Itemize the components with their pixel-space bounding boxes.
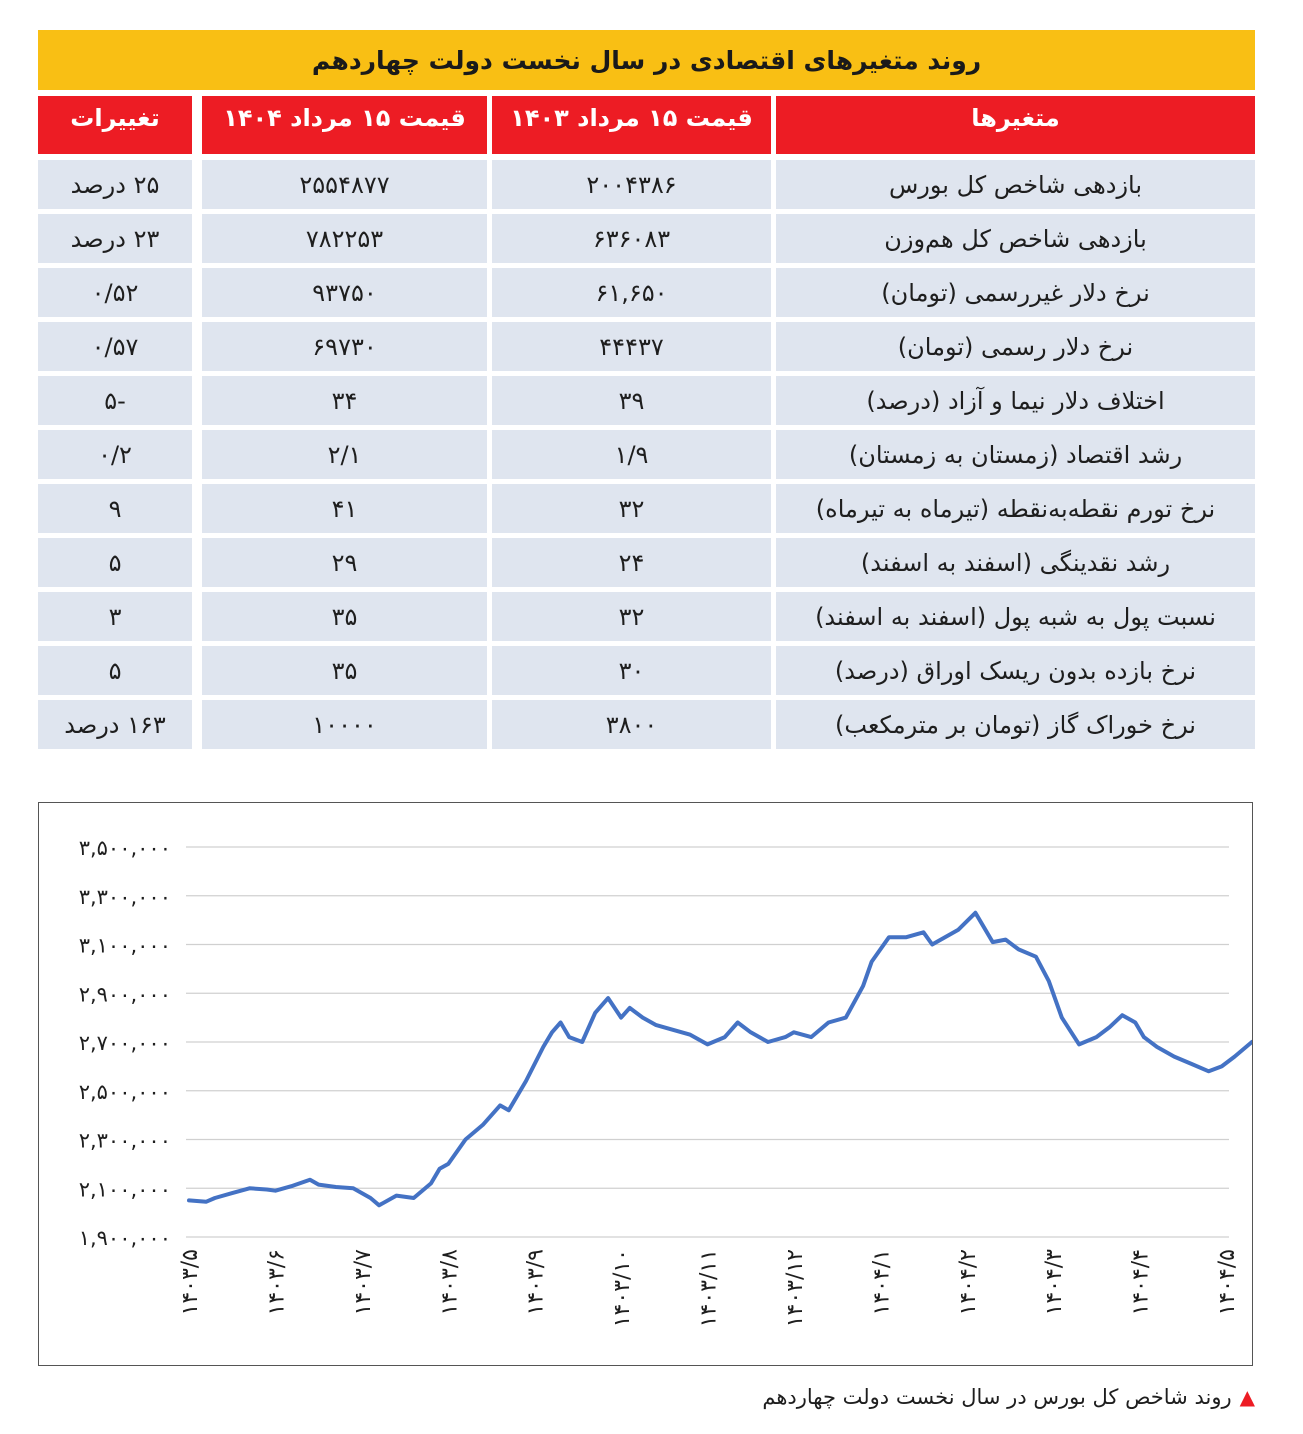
cell-price-1403: ۳۲ bbox=[492, 592, 771, 641]
cell-price-1404: ۱۰۰۰۰ bbox=[202, 700, 487, 749]
cell-price-1404: ۶۹۷۳۰ bbox=[202, 322, 487, 371]
cell-variable: اختلاف دلار نیما و آزاد (درصد) bbox=[776, 376, 1255, 425]
cell-variable: نرخ دلار رسمی (تومان) bbox=[776, 322, 1255, 371]
x-tick-label: ۱۴۰۴/۵ bbox=[1215, 1249, 1240, 1316]
caption-text: روند شاخص کل بورس در سال نخست دولت چهاردهم bbox=[762, 1385, 1232, 1409]
table-row bbox=[38, 430, 1255, 479]
table-row bbox=[38, 592, 1255, 641]
table-body bbox=[38, 160, 1255, 749]
cell-variable: نرخ تورم نقطه‌به‌نقطه (تیرماه به تیرماه) bbox=[776, 484, 1255, 533]
x-tick-label: ۱۴۰۴/۳ bbox=[1042, 1249, 1068, 1316]
cell-price-1403: ۶۳۶۰۸۳ bbox=[492, 214, 771, 263]
cell-price-1404: ۲۵۵۴۸۷۷ bbox=[202, 160, 487, 209]
cell-change: -۵ bbox=[38, 376, 192, 425]
x-tick-label: ۱۴۰۳/۵ bbox=[178, 1249, 203, 1316]
cell-price-1403: ۴۴۴۳۷ bbox=[492, 322, 771, 371]
y-tick-label: ۳,۱۰۰,۰۰۰ bbox=[78, 933, 171, 958]
cell-price-1403: ۲۰۰۴۳۸۶ bbox=[492, 160, 771, 209]
cell-variable: نرخ دلار غیررسمی (تومان) bbox=[776, 268, 1255, 317]
cell-change: ۰/۲ bbox=[38, 430, 192, 479]
x-tick-label: ۱۴۰۳/۸ bbox=[437, 1249, 463, 1316]
cell-price-1404: ۳۴ bbox=[202, 376, 487, 425]
series-line bbox=[189, 913, 1252, 1206]
line-chart bbox=[39, 803, 1252, 1365]
table-row bbox=[38, 538, 1255, 587]
cell-variable: نرخ خوراک گاز (تومان بر مترمکعب) bbox=[776, 700, 1255, 749]
y-tick-label: ۲,۱۰۰,۰۰۰ bbox=[78, 1177, 171, 1202]
cell-change: ۵ bbox=[38, 538, 192, 587]
table-row bbox=[38, 700, 1255, 749]
cell-change: ۰/۵۲ bbox=[38, 268, 192, 317]
x-tick-label: ۱۴۰۳/۱۰ bbox=[610, 1249, 636, 1328]
cell-change: ۳ bbox=[38, 592, 192, 641]
cell-variable: نرخ بازده بدون ریسک اوراق (درصد) bbox=[776, 646, 1255, 695]
x-tick-label: ۱۴۰۴/۴ bbox=[1128, 1249, 1154, 1316]
cell-change: ۹ bbox=[38, 484, 192, 533]
table-row bbox=[38, 214, 1255, 263]
table-row bbox=[38, 376, 1255, 425]
x-tick-label: ۱۴۰۳/۷ bbox=[350, 1249, 376, 1316]
cell-variable: بازدهی شاخص کل هم‌وزن bbox=[776, 214, 1255, 263]
table-row bbox=[38, 322, 1255, 371]
x-tick-label: ۱۴۰۴/۲ bbox=[955, 1249, 981, 1316]
table-row bbox=[38, 268, 1255, 317]
table-row bbox=[38, 160, 1255, 209]
cell-change: ۲۳ درصد bbox=[38, 214, 192, 263]
cell-change: ۱۶۳ درصد bbox=[38, 700, 192, 749]
chart-container bbox=[38, 802, 1253, 1366]
cell-variable: بازدهی شاخص کل بورس bbox=[776, 160, 1255, 209]
y-tick-label: ۲,۵۰۰,۰۰۰ bbox=[78, 1079, 171, 1104]
y-tick-label: ۳,۳۰۰,۰۰۰ bbox=[78, 884, 171, 909]
cell-price-1403: ۳۰ bbox=[492, 646, 771, 695]
header-changes: تغییرات bbox=[38, 96, 192, 154]
cell-price-1403: ۳۸۰۰ bbox=[492, 700, 771, 749]
triangle-icon: ▲ bbox=[1239, 1385, 1255, 1409]
data-table bbox=[38, 96, 1255, 754]
cell-price-1404: ۷۸۲۲۵۳ bbox=[202, 214, 487, 263]
header-variables: متغیرها bbox=[776, 96, 1255, 154]
header-price-1403: قیمت ۱۵ مرداد ۱۴۰۳ bbox=[492, 96, 771, 154]
x-tick-label: ۱۴۰۳/۱۲ bbox=[782, 1249, 808, 1328]
x-tick-label: ۱۴۰۳/۱۱ bbox=[696, 1249, 722, 1328]
cell-change: ۵ bbox=[38, 646, 192, 695]
cell-variable: نسبت پول به شبه پول (اسفند به اسفند) bbox=[776, 592, 1255, 641]
cell-variable: رشد نقدینگی (اسفند به اسفند) bbox=[776, 538, 1255, 587]
page-title: روند متغیرهای اقتصادی در سال نخست دولت چهاردهم bbox=[38, 30, 1255, 90]
y-tick-label: ۱,۹۰۰,۰۰۰ bbox=[78, 1226, 171, 1250]
y-tick-label: ۲,۷۰۰,۰۰۰ bbox=[78, 1031, 171, 1055]
table-row bbox=[38, 646, 1255, 695]
cell-price-1404: ۳۵ bbox=[202, 592, 487, 641]
cell-change: ۲۵ درصد bbox=[38, 160, 192, 209]
cell-price-1403: ۱/۹ bbox=[492, 430, 771, 479]
cell-price-1403: ۳۹ bbox=[492, 376, 771, 425]
cell-price-1404: ۲/۱ bbox=[202, 430, 487, 479]
cell-change: ۰/۵۷ bbox=[38, 322, 192, 371]
table-row bbox=[38, 484, 1255, 533]
cell-price-1404: ۴۱ bbox=[202, 484, 487, 533]
x-tick-label: ۱۴۰۴/۱ bbox=[869, 1249, 895, 1316]
cell-price-1404: ۹۳۷۵۰ bbox=[202, 268, 487, 317]
y-tick-label: ۲,۳۰۰,۰۰۰ bbox=[78, 1128, 171, 1153]
cell-price-1403: ۳۲ bbox=[492, 484, 771, 533]
cell-variable: رشد اقتصاد (زمستان به زمستان) bbox=[776, 430, 1255, 479]
cell-price-1403: ۲۴ bbox=[492, 538, 771, 587]
y-tick-label: ۳,۵۰۰,۰۰۰ bbox=[78, 836, 171, 860]
header-price-1404: قیمت ۱۵ مرداد ۱۴۰۴ bbox=[202, 96, 487, 154]
cell-price-1404: ۳۵ bbox=[202, 646, 487, 695]
y-tick-label: ۲,۹۰۰,۰۰۰ bbox=[78, 982, 171, 1007]
cell-price-1403: ۶۱,۶۵۰ bbox=[492, 268, 771, 317]
x-tick-label: ۱۴۰۳/۹ bbox=[523, 1249, 549, 1316]
cell-price-1404: ۲۹ bbox=[202, 538, 487, 587]
table-header-row bbox=[38, 96, 1255, 154]
x-tick-label: ۱۴۰۳/۶ bbox=[264, 1249, 290, 1316]
chart-caption bbox=[600, 1380, 1255, 1414]
